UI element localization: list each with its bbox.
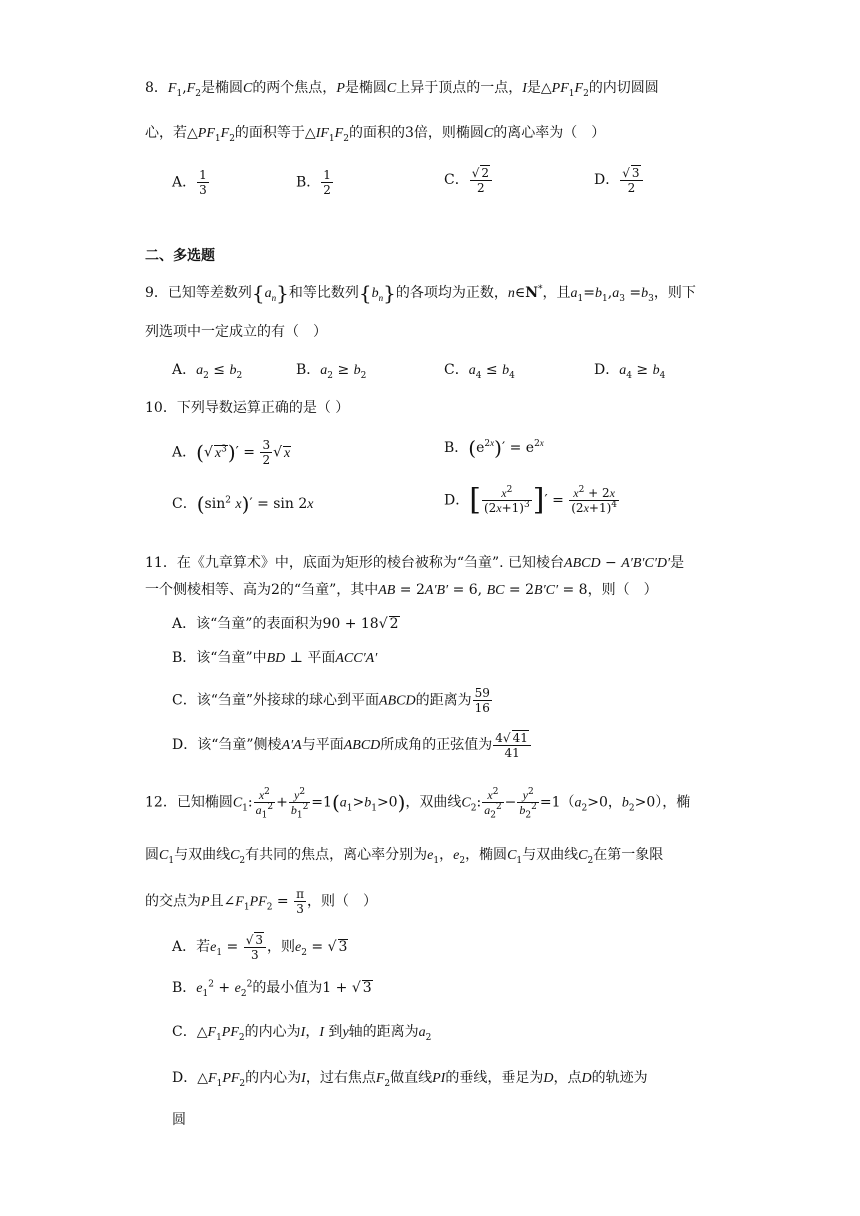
q11-option-c: C．该“刍童”外接球的球心到平面ABCD的距离为 $\frac{59}{16}$ (172, 686, 490, 715)
q9-option-b: B．$a_2 \ge b_2$ (296, 362, 367, 381)
q9-line2: 列选项中一定成立的有（ ） (145, 324, 327, 340)
q8-line2: 心，若$\triangle PF_1F_2$的面积等于$\triangle IF_1F_2$的面积的3倍，则椭圆C的离心率为（ ） (145, 125, 606, 144)
q8-option-b: B． $\frac{1}{2}$ (296, 168, 331, 197)
q10-option-a: A．(√ $x^3)'$ = $\frac{3}{2}$ √ x (172, 438, 291, 467)
q9-option-a: A．$a_2 \le b_2$ (172, 362, 243, 381)
q12-line1: 12．已知椭圆$C_1$: $\frac{x^2}{a_1^2}$ + $\frac{y^2}{b_1^2}$ $=1(a_1>b_1>0)$，双曲线$C_2$: $\frac{x^2}{a_2^2}$ − $\frac{y^2}{b_2^2}$ $=1(a_2>0$，$b_2>0$），椭 (145, 787, 691, 821)
q9-option-c: C．$a_4 \le b_4$ (444, 362, 515, 381)
q8-option-a: A． $\frac{1}{3}$ (172, 168, 207, 197)
q12-option-b: B．$e_1^2 + e_2^2$的最小值为1 + √ 3 (172, 979, 372, 999)
q11-line1: 11．在《九章算术》中，底面为矩形的棱台被称为“刍童”. 已知棱台ABCD − A′B′C′D′是 (145, 555, 685, 571)
q10-option-c: C．($\sin^2$ x)′ = sin 2x (172, 492, 314, 516)
q8-line1: 8．$F_1,F_2$是椭圆C的两个焦点，P是椭圆C上异于顶点的一点，I是$\triangle PF_1F_2$的内切圆圆 (145, 80, 659, 99)
q12-option-c: C．$\triangle F_1PF_2$的内心为I，I 到y轴的距离为$a_2$ (172, 1024, 432, 1043)
q12-option-a: A．若$e_1$ = $\frac{√ 3}{3}$ ，则$e_2$ = √ 3 (172, 933, 348, 962)
q11-option-d: D．该“刍童”侧棱A′A与平面ABCD所成角的正弦值为 $\frac{4√ 41}{41}$ (172, 730, 532, 760)
q8-option-c: C． $\frac{√ 2}{2}$ (444, 165, 493, 195)
q10-option-b: B．$(e^{2x})' = e^{2x}$ (444, 436, 544, 460)
q12-line3: 的交点为P且$\angle F_1PF_2$ = $\frac{\pi}{3}$ ，则（ ） (145, 887, 377, 916)
section-title: 二、多选题 (145, 248, 215, 264)
q9-line1: 9．已知等差数列$\{a_n\}$和等比数列$\{b_n\}$的各项均为正数，n∈N*，且$a_1=b_1,a_3 =b_3$，则下 (145, 281, 696, 305)
q9-option-d: D．$a_4 \ge b_4$ (594, 362, 666, 381)
q8-option-d: D． $\frac{√ 3}{2}$ (594, 165, 644, 195)
q11-option-a: A．该“刍童”的表面积为90 + 18√ 2 (172, 616, 399, 632)
q12-line2: 圆$C_1$与双曲线$C_2$有共同的焦点，离心率分别为$e_1$，$e_2$，椭圆$C_1$与双曲线$C_2$在第一象限 (145, 847, 664, 866)
q8-number: 8． (145, 80, 168, 96)
q11-line2: 一个侧棱相等、高为2的“刍童”，其中AB = 2A′B′ = 6, BC = 2B′C′ = 8，则（ ） (145, 582, 658, 598)
q12-option-d-line1: D．$\triangle F_1PF_2$的内心为I，过右焦点$F_2$做直线PI的垂线，垂足为D，点D的轨迹为 (172, 1070, 648, 1089)
q10-option-d: D．[ $\frac{x^2}{(2x+1)^3}$ ]′ = $\frac{x^2 + 2x}{(2x+1)^4}$ (444, 482, 618, 518)
q10-stem: 10．下列导数运算正确的是（ ） (145, 400, 350, 416)
q11-option-b: B．该“刍童”中BD ⊥ 平面ACC′A′ (172, 650, 378, 666)
q12-option-d-line2: 圆 (172, 1112, 186, 1128)
